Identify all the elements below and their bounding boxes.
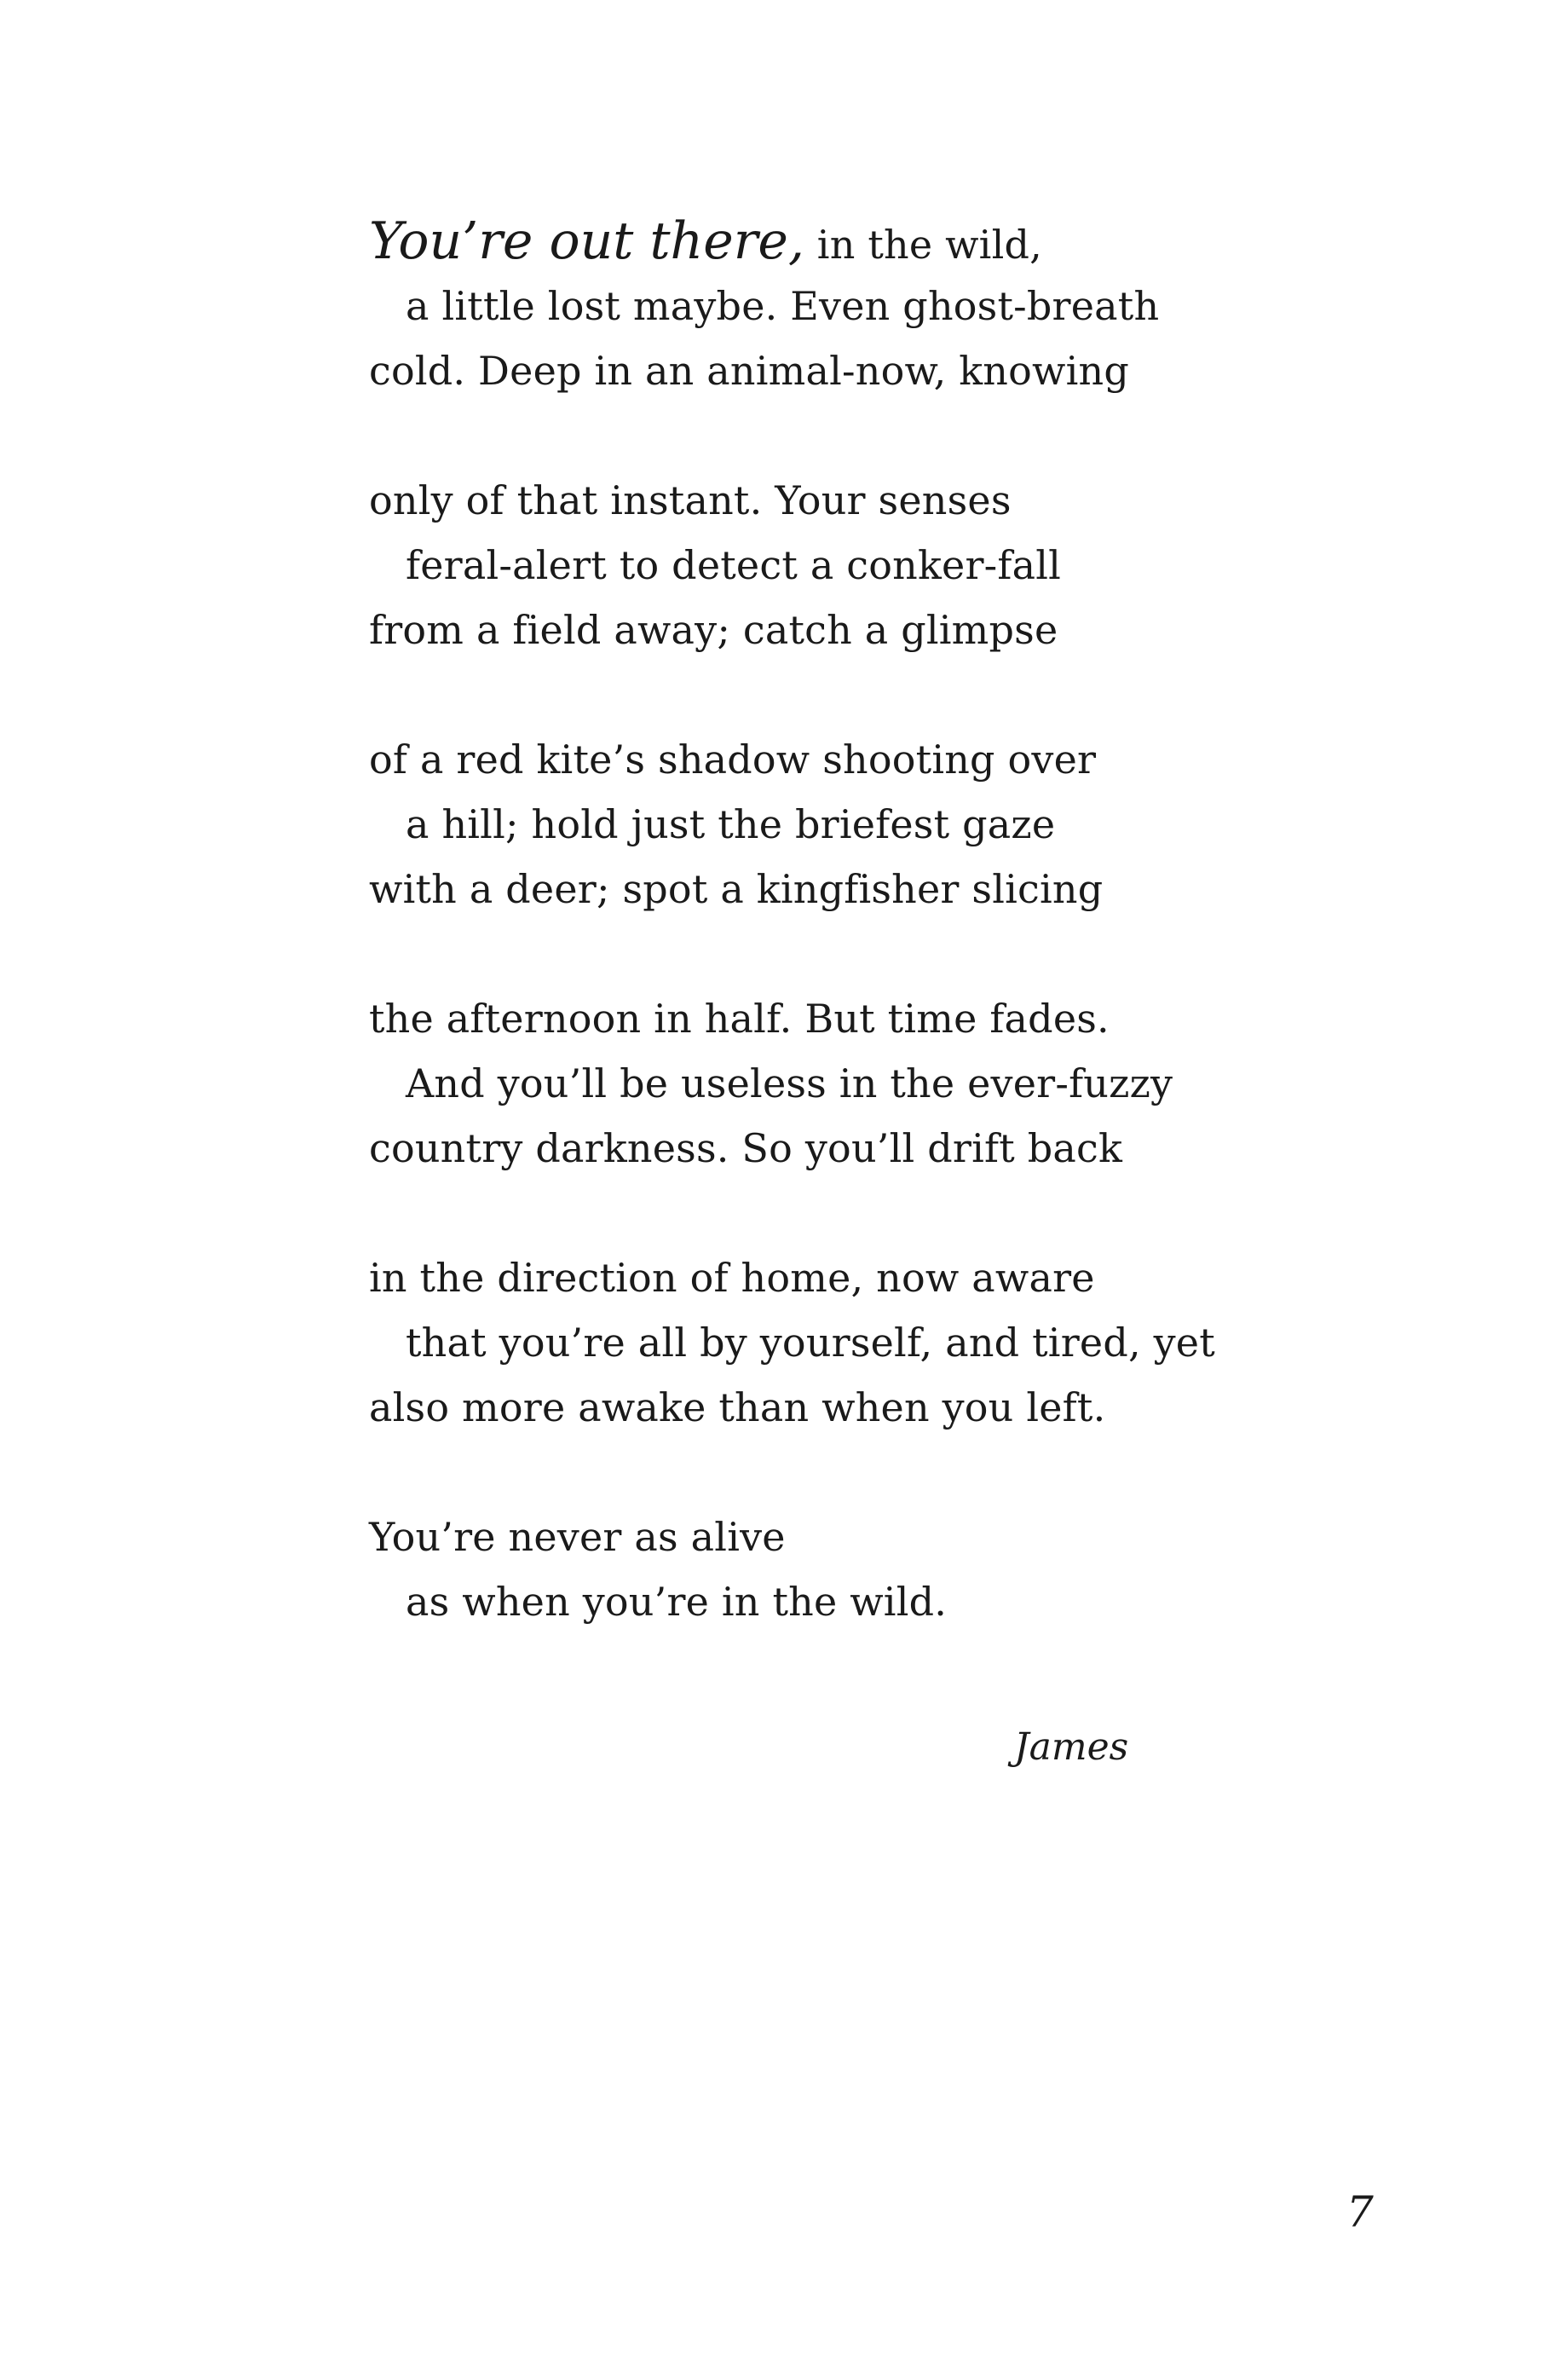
poem-line: that you’re all by yourself, and tired, yet xyxy=(406,1320,1215,1366)
poem-line: You’re never as alive xyxy=(369,1514,786,1560)
poem-line-rest: in the wild, xyxy=(804,222,1042,268)
stanza-1 xyxy=(369,209,1221,403)
poem-line: And you’ll be useless in the ever-fuzzy xyxy=(406,1060,1173,1106)
stanza-4 xyxy=(369,986,1221,1181)
stanza-5 xyxy=(369,1245,1221,1440)
opening-phrase: You’re out there, xyxy=(369,211,804,271)
author-signature: James xyxy=(1014,1725,1129,1769)
stanza-2 xyxy=(369,468,1221,662)
poem-line: of a red kite’s shadow shooting over xyxy=(369,736,1097,783)
poem-line: country darkness. So you’ll drift back xyxy=(369,1125,1123,1171)
poem-line: a hill; hold just the briefest gaze xyxy=(406,801,1056,847)
poem-line: in the direction of home, now aware xyxy=(369,1255,1095,1301)
poem-line: as when you’re in the wild. xyxy=(406,1579,948,1625)
poem-line: from a field away; catch a glimpse xyxy=(369,607,1058,653)
poem-line: the afternoon in half. But time fades. xyxy=(369,996,1110,1042)
poem-line: a little lost maybe. Even ghost-breath xyxy=(406,283,1160,329)
poem-line: cold. Deep in an animal-now, knowing xyxy=(369,348,1129,394)
poem-line: also more awake than when you left. xyxy=(369,1384,1106,1430)
poem xyxy=(369,209,1221,1699)
stanza-6 xyxy=(369,1505,1221,1634)
stanza-3 xyxy=(369,727,1221,921)
page-number: 7 xyxy=(1346,2187,1374,2237)
poem-line: feral-alert to detect a conker-fall xyxy=(406,542,1062,588)
poem-line: only of that instant. Your senses xyxy=(369,477,1012,523)
poem-line xyxy=(369,209,1221,274)
poem-line: with a deer; spot a kingfisher slicing xyxy=(369,866,1104,912)
